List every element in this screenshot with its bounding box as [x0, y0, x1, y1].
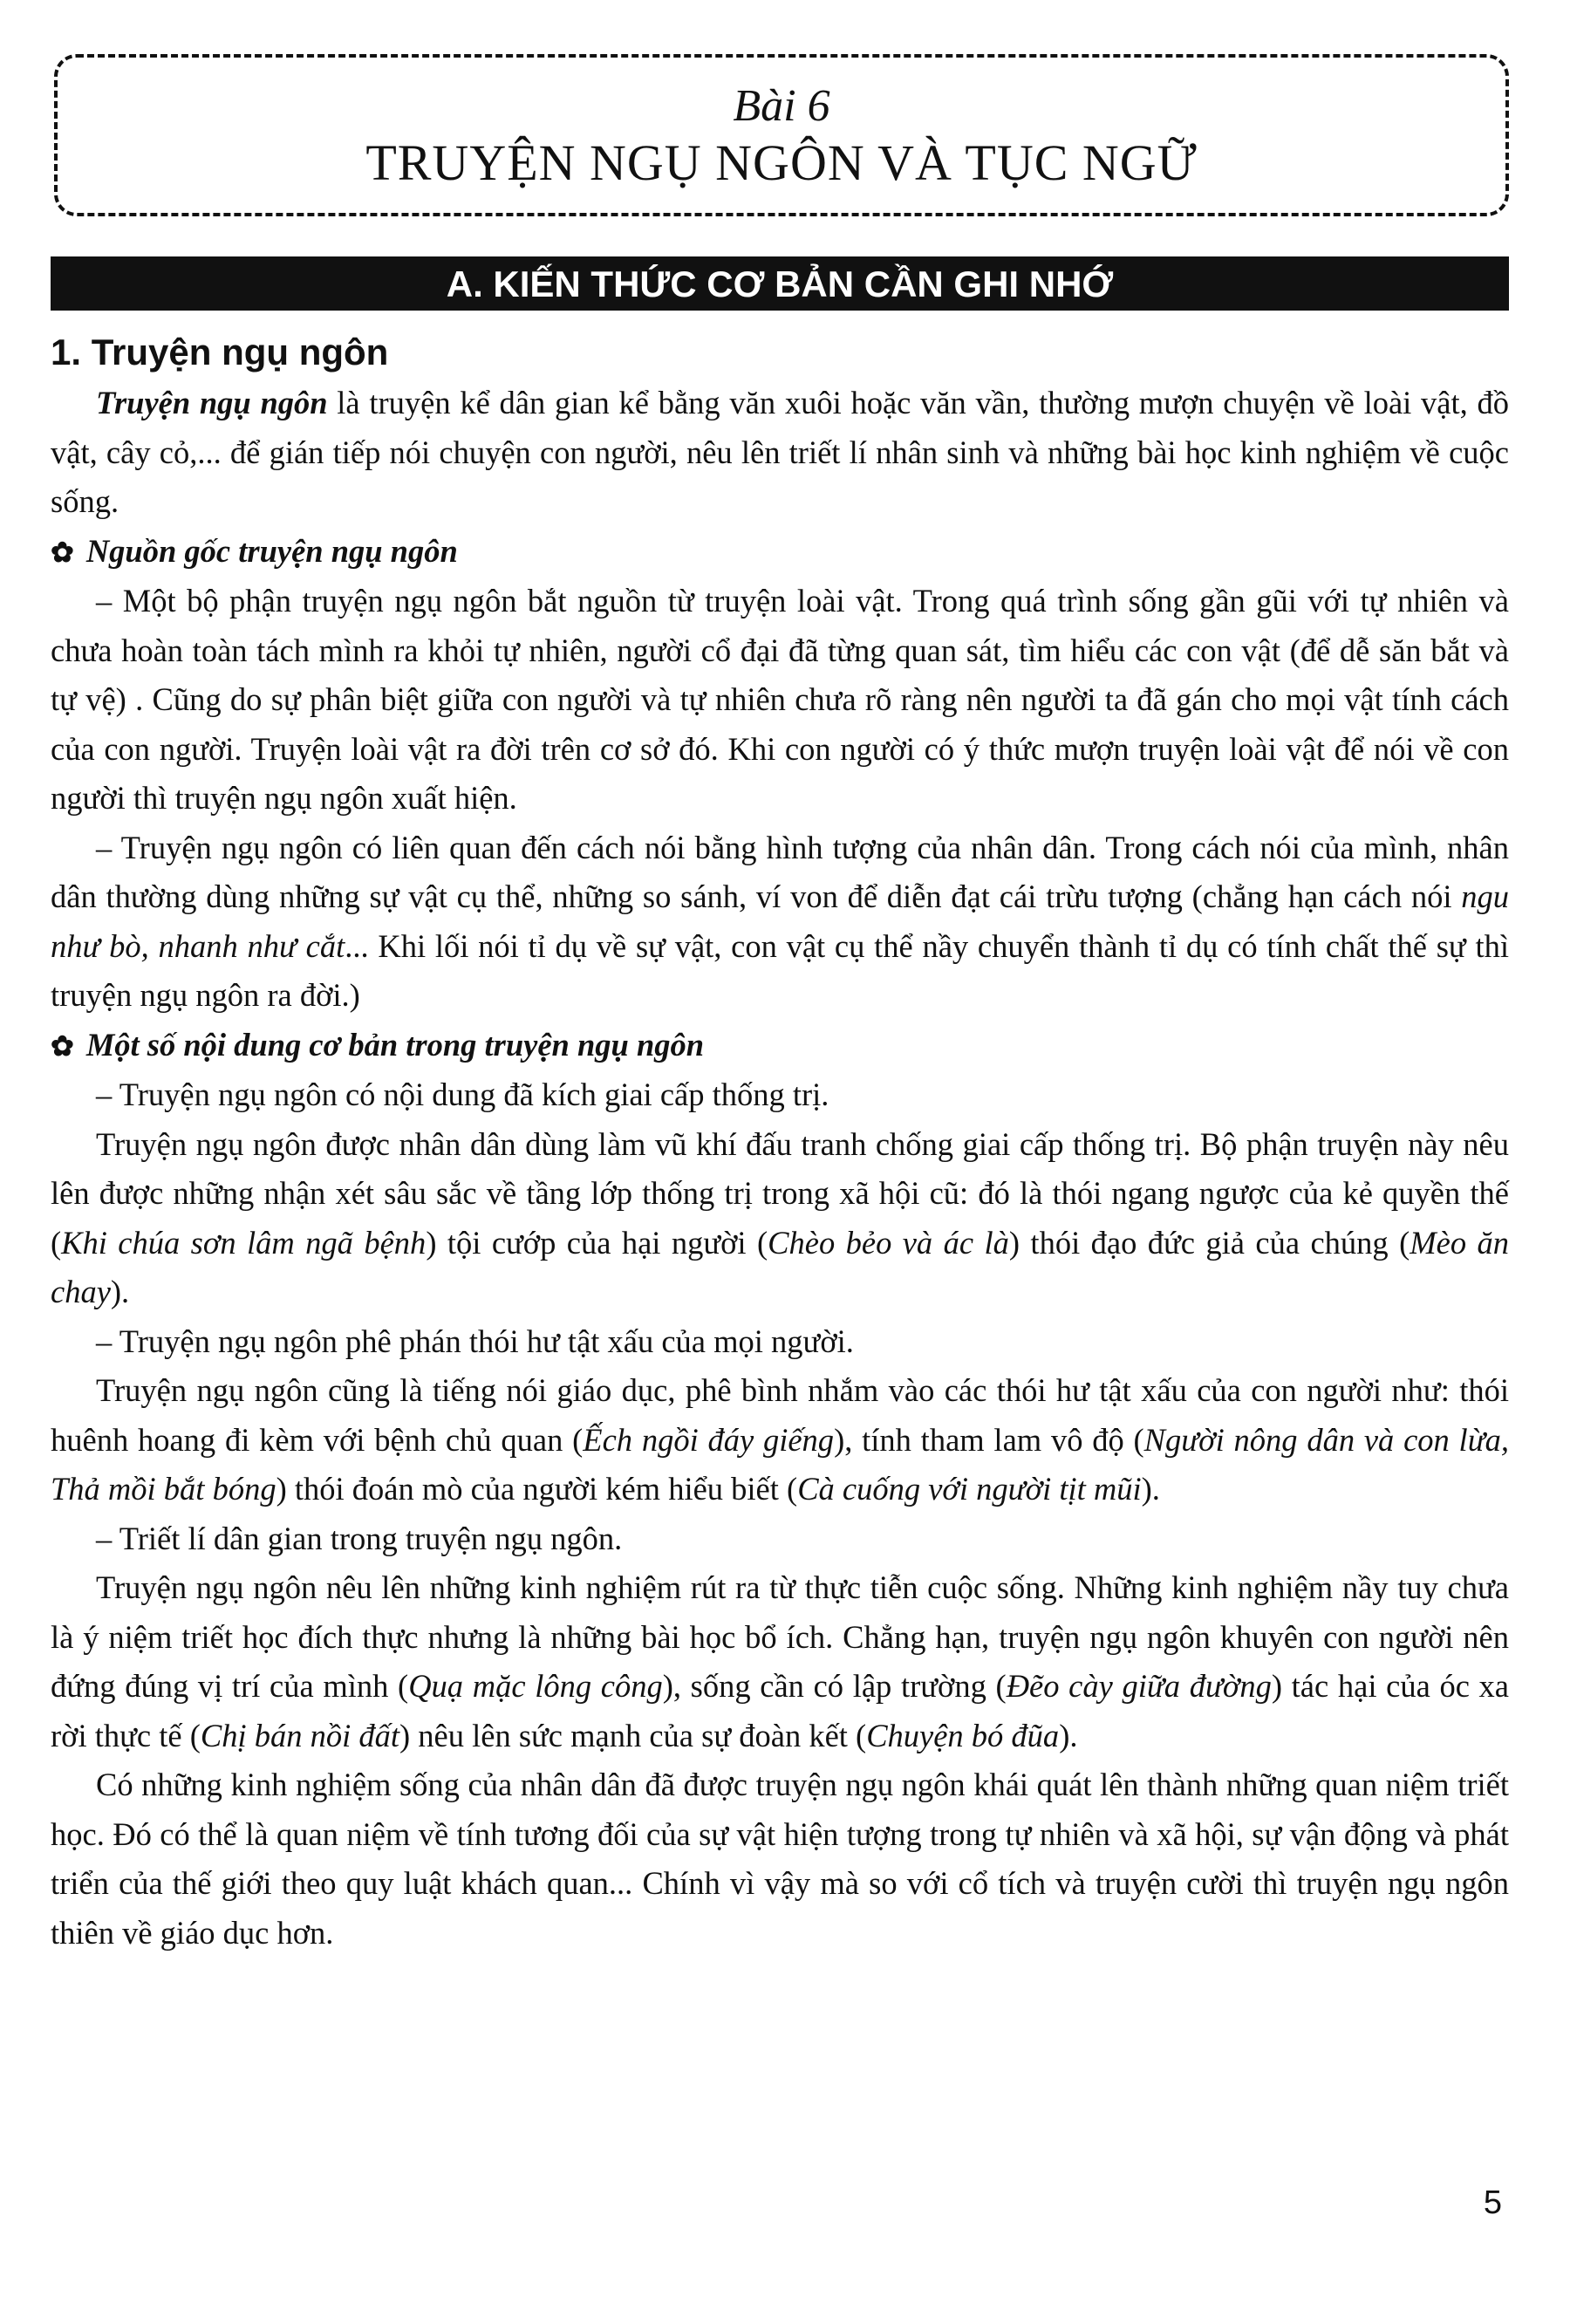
- heading-fables: 1. Truyện ngụ ngôn: [51, 332, 389, 373]
- content-heading-text: Một số nội dung cơ bản trong truyện ngụ ngôn: [85, 1026, 705, 1063]
- origin-heading-text: Nguồn gốc truyện ngụ ngôn: [85, 532, 458, 569]
- content-heading: [51, 1021, 1509, 1071]
- flower-icon: ✿: [51, 536, 74, 568]
- section-title: A. KIẾN THỨC CƠ BẢN CẦN GHI NHỚ: [51, 256, 1509, 311]
- origin-paragraph-1: – Một bộ phận truyện ngụ ngôn bắt nguồn từ truyện loài vật. Trong quá trình sống gần gũi với tự nhiên và chưa hoàn toàn tách mình ra khỏi tự nhiên, người cổ đại đã từng quan sát, tìm hiểu các con vật (để dễ săn bắt và tự vệ) . Cũng do sự phân biệt giữa con người và tự nhiên chưa rõ ràng nên người ta đã gán cho mọi vật tính cách của con người. Truyện loài vật ra đời trên cơ sở đó. Khi con người có ý thức mượn truyện loài vật để nói về con người thì truyện ngụ ngôn xuất hiện.: [51, 583, 1509, 816]
- paragraph-satire: Truyện ngụ ngôn được nhân dân dùng làm vũ khí đấu tranh chống giai cấp thống trị. Bộ phận truyện này nêu lên được những nhận xét sâu sắc về tầng lớp thống trị trong xã hội cũ: đó là thói ngang ngược của kẻ quyền thế (Khi chúa sơn lâm ngã bệnh) tội cướp của hại người (Chèo bẻo và ác là) thói đạo đức giả của chúng (Mèo ăn chay).: [51, 1125, 1510, 1309]
- origin-heading: [51, 527, 1509, 578]
- definition-text: là truyện kể dân gian kể bằng văn xuôi hoặc văn vần, thường mượn chuyện về loài vật, đồ vật, cây cỏ,... để gián tiếp nói chuyện con người, nêu lên triết lí nhân sinh và những bài học kinh nghiệm về cuộc sống.: [51, 385, 1509, 519]
- paragraph-criticism: Truyện ngụ ngôn cũng là tiếng nói giáo dục, phê bình nhắm vào các thói hư tật xấu của con người như: thói huênh hoang đi kèm với bệnh chủ quan (Ếch ngồi đáy giếng), tính tham lam vô độ (Người nông dân và con lừa, Thả mồi bắt bóng) thói đoán mò của người kém hiểu biết (Cà cuống với người tịt mũi).: [51, 1372, 1509, 1507]
- origin-paragraph-2: – Truyện ngụ ngôn có liên quan đến cách nói bằng hình tượng của nhân dân. Trong cách nói của mình, nhân dân thường dùng những sự vật cụ thể, những so sánh, ví von để diễn đạt cái trừu tượng (chẳng hạn cách nói ngu như bò, nhanh như cắt... Khi lối nói tỉ dụ về sự vật, con vật cụ thể nầy chuyển thành tỉ dụ có tính chất thế sự thì truyện ngụ ngôn ra đời.): [51, 829, 1509, 1013]
- story-title: Cà cuống với người tịt mũi: [797, 1471, 1142, 1507]
- page-number: 5: [1483, 2184, 1502, 2221]
- story-title: Người nông dân và con lừa, Thả mồi bắt bóng: [51, 1421, 1509, 1507]
- story-title: Chèo bẻo và ác là: [768, 1224, 1009, 1261]
- story-title: Khi chúa sơn lâm ngã bệnh: [61, 1224, 427, 1261]
- bullet-satire: – Truyện ngụ ngôn có nội dung đã kích giai cấp thống trị.: [96, 1077, 829, 1112]
- story-title: Chuyện bó đũa: [866, 1717, 1060, 1753]
- story-title: Đẽo cày giữa đường: [1006, 1668, 1272, 1704]
- definition-term: Truyện ngụ ngôn: [96, 385, 328, 420]
- bullet-philosophy: – Triết lí dân gian trong truyện ngụ ngôn.: [96, 1520, 623, 1556]
- lesson-title-box: [54, 54, 1509, 216]
- paragraph-conclusion: Có những kinh nghiệm sống của nhân dân đã được truyện ngụ ngôn khái quát lên thành những quan niệm triết học. Đó có thể là quan niệm về tính tương đối của sự vật hiện tượng trong tự nhiên và xã hội, sự vận động và phát triển của thế giới theo quy luật khách quan... Chính vì vậy mà so với cổ tích và truyện cười thì truyện ngụ ngôn thiên về giáo dục hơn.: [51, 1767, 1509, 1951]
- origin-example: ngu như bò, nhanh như cắt: [51, 878, 1509, 964]
- paragraph-philosophy: Truyện ngụ ngôn nêu lên những kinh nghiệm rút ra từ thực tiễn cuộc sống. Những kinh nghiệm nầy tuy chưa là ý niệm triết học đích thực nhưng là những bài học bổ ích. Chẳng hạn, truyện ngụ ngôn khuyên con người nên đứng đúng vị trí của mình (Quạ mặc lông công), sống cần có lập trường (Đẽo cày giữa đường) tác hại của óc xa rời thực tế (Chị bán nồi đất) nêu lên sức mạnh của sự đoàn kết (Chuyện bó đũa).: [51, 1569, 1510, 1753]
- content: [51, 326, 1509, 1958]
- lesson-number: Bài 6: [733, 81, 830, 131]
- definition-paragraph: [51, 379, 1509, 527]
- story-title: Quạ mặc lông công: [408, 1668, 663, 1704]
- flower-icon: ✿: [51, 1029, 74, 1062]
- story-title: Mèo ăn chay: [51, 1224, 1510, 1309]
- lesson-title: TRUYỆN NGỤ NGÔN VÀ TỤC NGỮ: [365, 134, 1198, 191]
- story-title: Chị bán nồi đất: [200, 1717, 399, 1753]
- story-title: Ếch ngồi đáy giếng: [583, 1421, 835, 1458]
- bullet-criticism: – Truyện ngụ ngôn phê phán thói hư tật xấu của mọi người.: [96, 1323, 854, 1359]
